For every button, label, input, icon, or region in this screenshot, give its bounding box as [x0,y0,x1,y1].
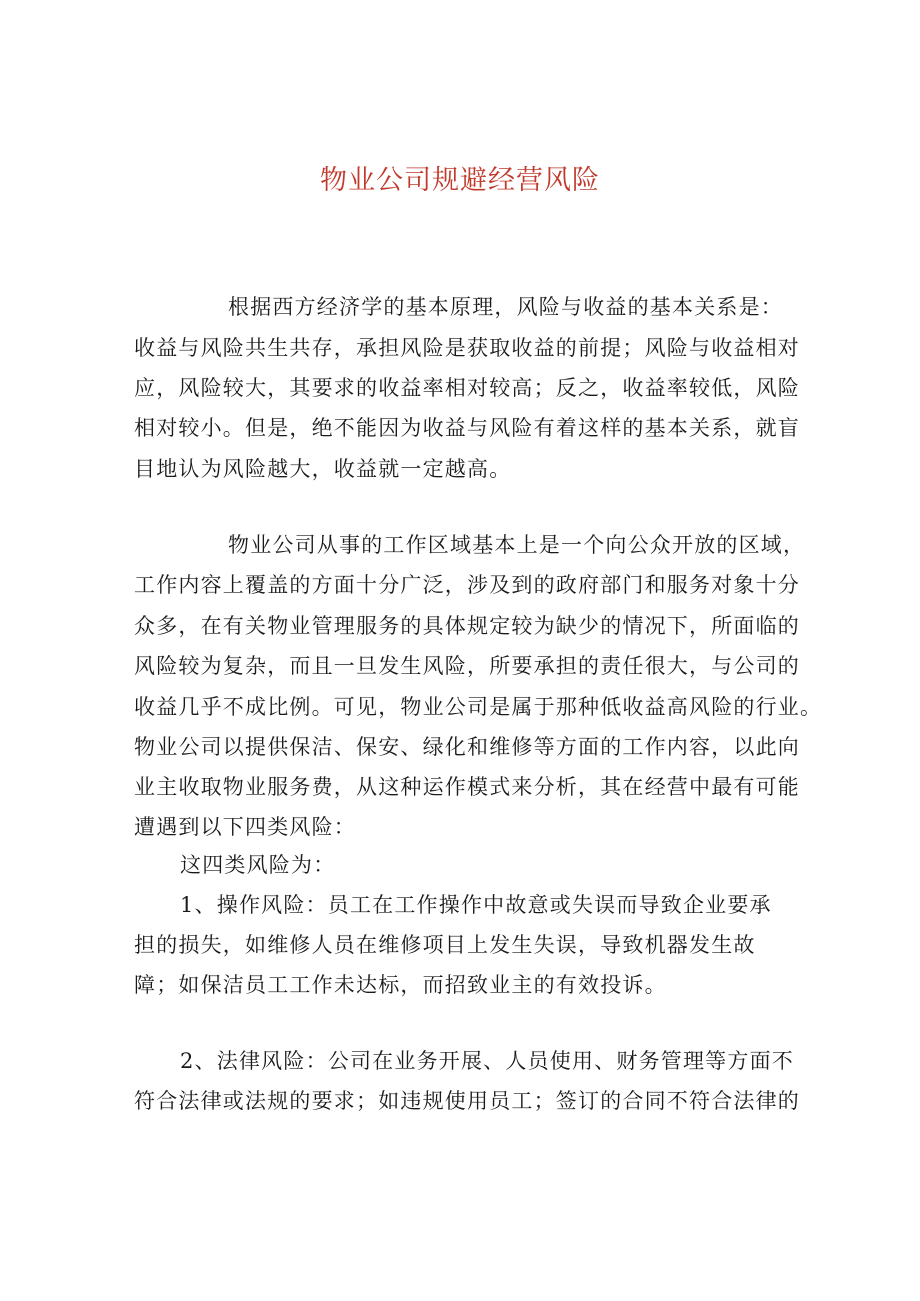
paragraph2-line3: 众多，在有关物业管理服务的具体规定较为缺少的情况下，所面临的 [134,614,800,638]
paragraph2-line6: 物业公司以提供保洁、保安、绿化和维修等方面的工作内容，以此向 [134,735,800,759]
document-title: 物业公司规避经营风险 [320,165,600,196]
paragraph2-line8: 遭遇到以下四类风险： [134,815,356,839]
paragraph1-line1: 根据西方经济学的基本原理，风险与收益的基本关系是： [228,295,783,319]
item1-line3: 障；如保洁员工工作未达标，而招致业主的有效投诉。 [134,973,667,997]
paragraph1-line5: 目地认为风险越大，收益就一定越高。 [134,457,512,481]
paragraph1-line4: 相对较小。但是，绝不能因为收益与风险有着这样的基本关系，就盲 [134,416,800,440]
paragraph2-line5: 收益几乎不成比例。可见，物业公司是属于那种低收益高风险的行业。 [134,695,823,719]
paragraph2-line2: 工作内容上覆盖的方面十分广泛，涉及到的政府部门和服务对象十分 [134,573,800,597]
item2-line1: 2、法律风险：公司在业务开展、人员使用、财务管理等方面不 [180,1049,794,1073]
item1-line1: 1、操作风险：员工在工作操作中故意或失误而导致企业要承 [180,893,772,917]
paragraph2-line4: 风险较为复杂，而且一旦发生风险，所要承担的责任很大，与公司的 [134,654,800,678]
item2-line2: 符合法律或法规的要求；如违规使用员工；签订的合同不符合法律的 [134,1089,800,1113]
item1-line2: 担的损失，如维修人员在维修项目上发生失误，导致机器发生故 [134,933,756,957]
paragraph2-line7: 业主收取物业服务费，从这种运作模式来分析，其在经营中最有可能 [134,775,800,799]
paragraph1-line3: 应，风险较大，其要求的收益率相对较高；反之，收益率较低，风险 [134,376,800,400]
risk-intro: 这四类风险为： [180,853,336,877]
paragraph1-line2: 收益与风险共生共存，承担风险是获取收益的前提；风险与收益相对 [134,336,800,360]
paragraph2-line1: 物业公司从事的工作区域基本上是一个向公众开放的区域， [228,533,806,557]
